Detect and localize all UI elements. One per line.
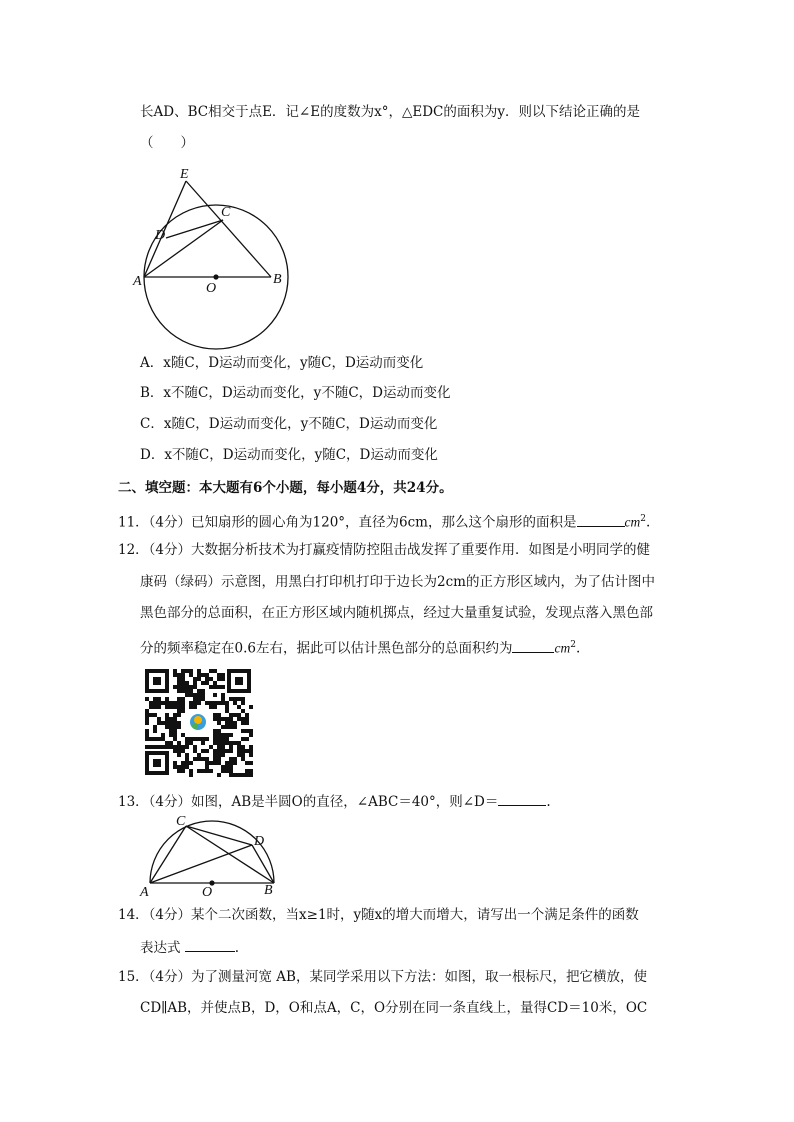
label-a: A — [140, 885, 149, 897]
q13 — [118, 791, 551, 811]
q13-answer-blank[interactable] — [498, 791, 546, 806]
q11-end: . — [645, 514, 651, 531]
q10-circle-figure — [130, 160, 300, 370]
q14-end: . — [234, 940, 240, 956]
q11-unit: cm — [624, 514, 641, 530]
q15-line2: CD∥AB，并使点B，D，O和点A，C，O分别在同一条直线上，量得CD＝10米，OC — [140, 1000, 648, 1016]
q10-line2: （ ） — [140, 135, 194, 151]
q13-text: 13．（4分）如图，AB是半圆O的直径，∠ABC＝40°，则∠D＝ — [118, 794, 499, 810]
label-d: D — [254, 834, 265, 849]
q12-line3: 黑色部分的总面积，在正方形区域内随机掷点，经过大量重复试验，发现点落入黑色部 — [140, 605, 653, 621]
q10-option-c: C．x随C，D运动而变化，y不随C，D运动而变化 — [140, 416, 438, 432]
label-b: B — [273, 272, 282, 287]
line-eb — [186, 181, 271, 277]
q12-line4 — [140, 636, 580, 658]
q11 — [118, 510, 650, 532]
q13-end: . — [546, 794, 551, 810]
label-b: B — [264, 883, 273, 897]
qr-code-image — [143, 667, 253, 777]
section2-heading: 二、填空题：本大题有6个小题，每小题4分，共24分。 — [118, 480, 453, 496]
label-a: A — [133, 274, 142, 289]
q11-unit-sup: 2 — [640, 514, 646, 524]
q12-answer-blank[interactable] — [512, 638, 554, 653]
q10-line1: 长AD、BC相交于点E．记∠E的度数为x°，△EDC的面积为y．则以下结论正确的是 — [140, 104, 640, 120]
chord-ad — [150, 845, 252, 883]
q12-line2: 康码（绿码）示意图，用黑白打印机打印于边长为2cm的正方形区域内，为了估计图中 — [140, 574, 655, 590]
label-c: C — [221, 205, 231, 220]
label-c: C — [176, 814, 186, 829]
label-d: D — [155, 228, 166, 243]
center-dot — [213, 274, 218, 279]
q13-semicircle-figure — [134, 813, 284, 897]
chord-dc — [166, 220, 223, 238]
q14-line2 — [140, 937, 239, 957]
q11-text: 11．（4分）已知扇形的圆心角为120°，直径为6cm，那么这个扇形的面积是 — [118, 514, 577, 531]
q10-option-a: A．x随C，D运动而变化，y随C，D运动而变化 — [140, 355, 424, 371]
label-o: O — [206, 281, 217, 296]
q12-line4-text: 分的频率稳定在0.6左右，据此可以估计黑色部分的总面积约为 — [140, 640, 513, 657]
q12-line1: 12．（4分）大数据分析技术为打赢疫情防控阻击战发挥了重要作用．如图是小明同学的健 — [118, 542, 651, 558]
q12-unit-sup: 2 — [570, 640, 576, 650]
chord-ac — [150, 826, 186, 883]
q12-end: . — [575, 640, 581, 657]
q14-line1: 14．（4分）某个二次函数，当x≥1时，y随x的增大而增大，请写出一个满足条件的函数 — [118, 907, 639, 923]
q10-option-d: D．x不随C，D运动而变化，y随C，D运动而变化 — [140, 447, 438, 463]
q14-line2-text: 表达式 — [140, 940, 181, 956]
q14-answer-blank[interactable] — [185, 937, 235, 952]
label-e: E — [180, 167, 189, 182]
label-o: O — [202, 885, 213, 897]
q15-line1: 15．（4分）为了测量河宽 AB，某同学采用以下方法：如图，取一根标尺，把它横放，使 — [118, 969, 647, 985]
q12-unit: cm — [554, 640, 571, 656]
q11-answer-blank[interactable] — [577, 512, 625, 527]
q10-option-b: B．x不随C，D运动而变化，y不随C，D运动而变化 — [140, 385, 451, 401]
